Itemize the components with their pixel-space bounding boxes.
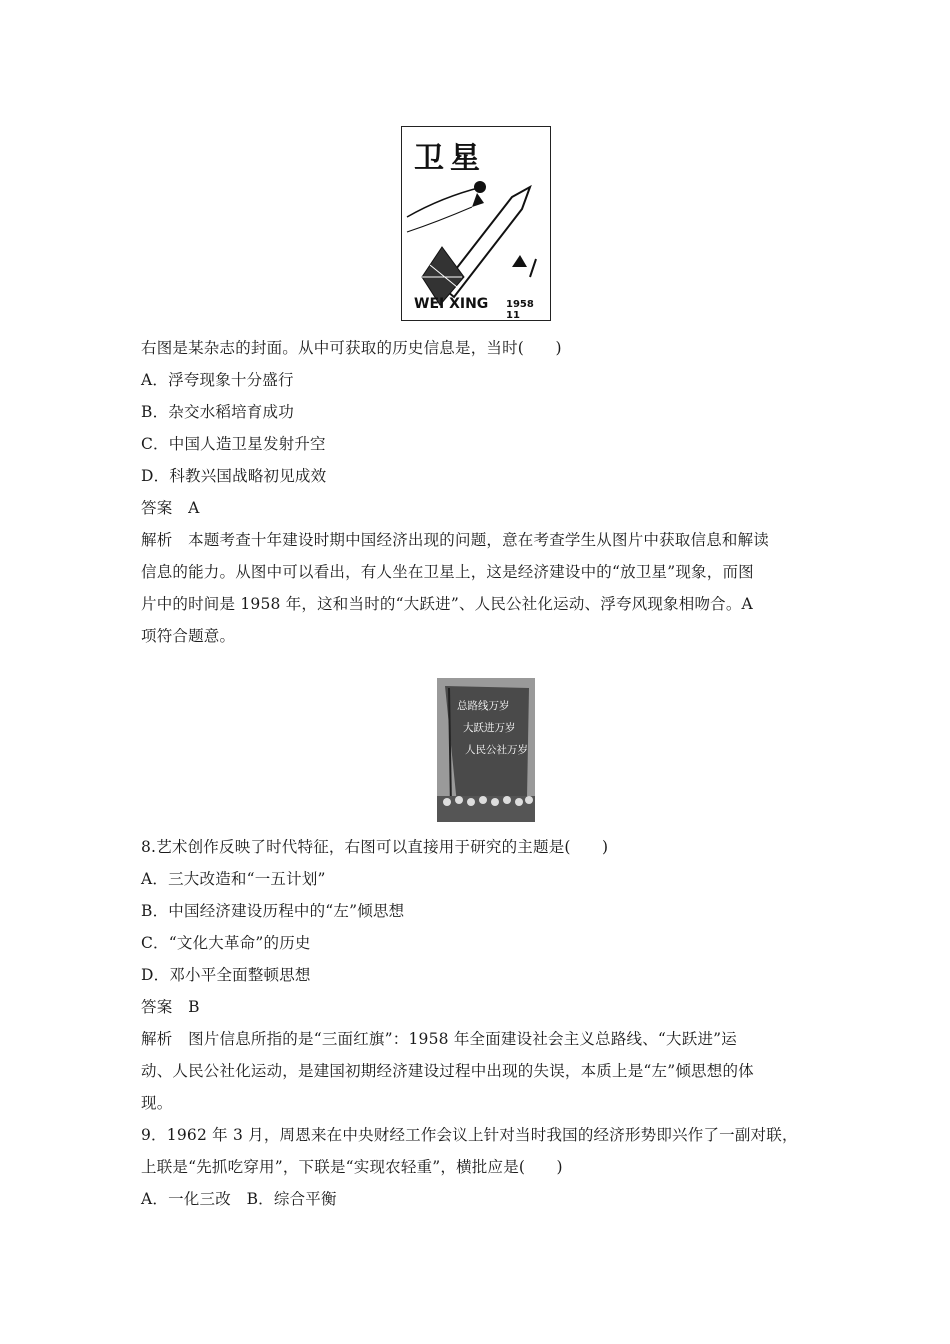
option-b: B．中国经济建设历程中的“左”倾思想 [141, 902, 405, 920]
poster-slogan: 总路线万岁 [457, 700, 510, 712]
cover-title: 卫星 [414, 141, 486, 176]
answer: 答案 B [141, 998, 200, 1016]
option-c: C．“文化大革命”的历史 [141, 934, 311, 952]
analysis-line: 现。 [141, 1094, 173, 1112]
option-d: D．邓小平全面整顿思想 [141, 966, 311, 984]
options-line: A．一化三改 B．综合平衡 [141, 1190, 337, 1208]
poster-image [437, 678, 535, 822]
cover-issue-date: 1958 11 [506, 299, 534, 321]
option-a: A．三大改造和“一五计划” [141, 870, 326, 888]
poster-slogan: 大跃进万岁 [463, 722, 516, 734]
option-d: D．科教兴国战略初见成效 [141, 467, 327, 485]
answer: 答案 A [141, 499, 200, 517]
question-9-stem: 9．1962 年 3 月，周恩来在中央财经工作会议上针对当时我国的经济形势即兴作了一副对联， [141, 1126, 798, 1144]
question-8-stem: 8.艺术创作反映了时代特征，右图可以直接用于研究的主题是( ) [141, 838, 609, 856]
analysis-line: 解析 图片信息所指的是“三面红旗”：1958 年全面建设社会主义总路线、“大跃进”运 [141, 1030, 737, 1048]
cover-pinyin: WEI XING [414, 296, 489, 312]
magazine-cover-image [401, 126, 551, 321]
poster-slogan: 人民公社万岁 [465, 744, 528, 756]
question-9-stem: 上联是“先抓吃穿用”，下联是“实现农轻重”，横批应是( ) [141, 1158, 563, 1176]
analysis-line: 项符合题意。 [141, 627, 236, 645]
analysis-line: 片中的时间是 1958 年，这和当时的“大跃进”、人民公社化运动、浮夸风现象相吻合。A [141, 595, 753, 613]
analysis-line: 动、人民公社化运动，是建国初期经济建设过程中出现的失误，本质上是“左”倾思想的体 [141, 1062, 754, 1080]
analysis-line: 解析 本题考查十年建设时期中国经济出现的问题，意在考查学生从图片中获取信息和解读 [141, 531, 770, 549]
question-stem: 右图是某杂志的封面。从中可获取的历史信息是，当时( ) [141, 339, 562, 357]
option-c: C．中国人造卫星发射升空 [141, 435, 326, 453]
option-b: B．杂交水稻培育成功 [141, 403, 294, 421]
satellite-drawing [402, 127, 550, 320]
option-a: A．浮夸现象十分盛行 [141, 371, 294, 389]
analysis-line: 信息的能力。从图中可以看出，有人坐在卫星上，这是经济建设中的“放卫星”现象，而图 [141, 563, 754, 581]
